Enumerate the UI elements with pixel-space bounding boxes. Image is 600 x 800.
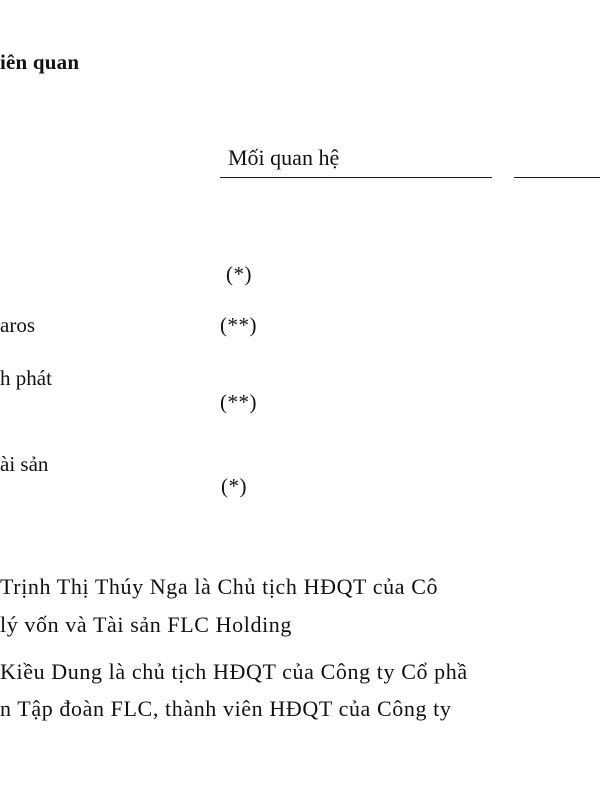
relation-mark-row-4: (*) (221, 474, 247, 498)
note-line-1: Trịnh Thị Thúy Nga là Chủ tịch HĐQT của Cô (0, 574, 439, 599)
note-line-2: lý vốn và Tài sản FLC Holding (0, 612, 292, 637)
header-underline-relation (220, 177, 492, 178)
note-line-4: n Tập đoàn FLC, thành viên HĐQT của Công ty (0, 696, 452, 721)
section-heading: iên quan (0, 50, 80, 74)
relation-mark-row-1: (*) (226, 262, 252, 286)
entity-name-row-4: ài sản (0, 452, 49, 476)
entity-name-row-2: aros (0, 313, 35, 337)
relation-column-header: Mối quan hệ (228, 145, 340, 170)
entity-name-row-3: h phát (0, 366, 52, 390)
header-underline-next (514, 177, 600, 178)
relation-mark-row-2: (**) (220, 313, 257, 337)
note-line-3: Kiều Dung là chủ tịch HĐQT của Công ty Cổ phầ (0, 659, 468, 684)
relation-mark-row-3: (**) (220, 390, 257, 414)
